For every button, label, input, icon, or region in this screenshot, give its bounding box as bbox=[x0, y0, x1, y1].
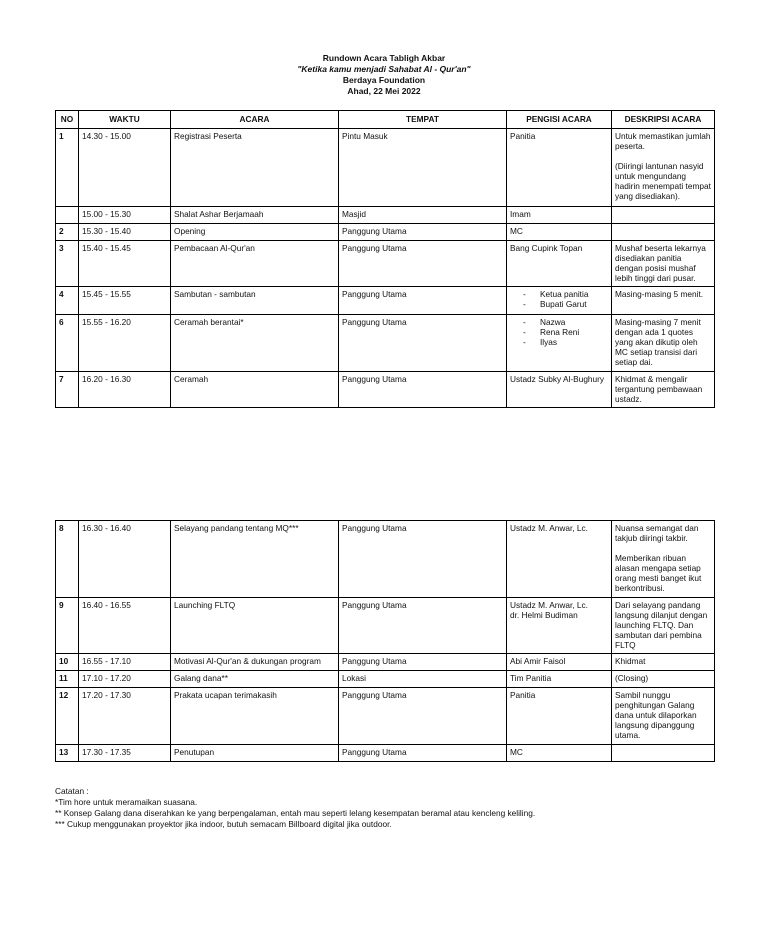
table-row bbox=[56, 372, 715, 408]
row-time: 14.30 - 15.00 bbox=[79, 129, 171, 207]
row-time: 16.20 - 16.30 bbox=[79, 372, 171, 408]
column-header-waktu: WAKTU bbox=[79, 111, 171, 129]
description-note: (Diiringi lantunan nasyid untuk mengundang hadirin menempati tempat yang disediakan). bbox=[615, 161, 711, 201]
notes-section bbox=[55, 786, 535, 830]
table-row bbox=[56, 598, 715, 654]
row-speaker bbox=[507, 315, 612, 372]
column-header-pengisi: PENGISI ACARA bbox=[507, 111, 612, 129]
row-place: Panggung Utama bbox=[339, 745, 507, 762]
row-time: 15.40 - 15.45 bbox=[79, 241, 171, 287]
note-item: *** Cukup menggunakan proyektor jika indoor, butuh semacam Billboard digital jika outdoor. bbox=[55, 819, 392, 829]
column-header-tempat: TEMPAT bbox=[339, 111, 507, 129]
row-number: 9 bbox=[56, 598, 79, 654]
row-number: 11 bbox=[56, 671, 79, 688]
row-place: Panggung Utama bbox=[339, 598, 507, 654]
row-description: Mushaf beserta lekarnya disediakan panitia dengan posisi mushaf lebih tinggi dari pusar. bbox=[612, 241, 715, 287]
speaker-list bbox=[510, 289, 608, 309]
row-time: 17.20 - 17.30 bbox=[79, 688, 171, 745]
table-row bbox=[56, 315, 715, 372]
row-number: 12 bbox=[56, 688, 79, 745]
row-place: Masjid bbox=[339, 207, 507, 224]
row-activity: Ceramah berantai* bbox=[171, 315, 339, 372]
row-number: 7 bbox=[56, 372, 79, 408]
row-description: Khidmat bbox=[612, 654, 715, 671]
table-row bbox=[56, 745, 715, 762]
row-number: 3 bbox=[56, 241, 79, 287]
description-text: Nuansa semangat dan takjub diiringi takbir. bbox=[615, 523, 699, 543]
row-description: (Closing) bbox=[612, 671, 715, 688]
row-description bbox=[612, 521, 715, 598]
row-place: Lokasi bbox=[339, 671, 507, 688]
description-note: Memberikan ribuan alasan mengapa setiap orang mesti banget ikut berkontribusi. bbox=[615, 553, 702, 593]
row-number: 4 bbox=[56, 287, 79, 315]
row-place: Panggung Utama bbox=[339, 241, 507, 287]
row-speaker: MC bbox=[507, 745, 612, 762]
document-subtitle: "Ketika kamu menjadi Sahabat Al - Qur'an" bbox=[297, 64, 471, 74]
row-time: 15.55 - 16.20 bbox=[79, 315, 171, 372]
column-header-acara: ACARA bbox=[171, 111, 339, 129]
rundown-table-1 bbox=[55, 110, 715, 408]
document-header bbox=[0, 53, 768, 97]
row-speaker: MC bbox=[507, 224, 612, 241]
row-description bbox=[612, 207, 715, 224]
row-number: 13 bbox=[56, 745, 79, 762]
row-description: Khidmat & mengalir tergantung pembawaan ustadz. bbox=[612, 372, 715, 408]
row-description: Dari selayang pandang langsung dilanjut dengan launching FLTQ. Dan sambutan dari pembina FLTQ bbox=[612, 598, 715, 654]
row-activity: Prakata ucapan terimakasih bbox=[171, 688, 339, 745]
row-place: Panggung Utama bbox=[339, 372, 507, 408]
row-time: 15.45 - 15.55 bbox=[79, 287, 171, 315]
row-activity: Sambutan - sambutan bbox=[171, 287, 339, 315]
row-description bbox=[612, 224, 715, 241]
row-activity: Pembacaan Al-Qur'an bbox=[171, 241, 339, 287]
note-item: ** Konsep Galang dana diserahkan ke yang berpengalaman, entah mau seperti lelang kesempatan beramal atau kencleng keliling. bbox=[55, 808, 536, 818]
row-description bbox=[612, 745, 715, 762]
row-speaker bbox=[507, 598, 612, 654]
event-date: Ahad, 22 Mei 2022 bbox=[347, 86, 421, 96]
list-item: - Ketua panitia bbox=[523, 289, 608, 299]
row-time: 17.30 - 17.35 bbox=[79, 745, 171, 762]
list-item: - Bupati Garut bbox=[523, 299, 608, 309]
row-description: Sambil nunggu penghitungan Galang dana untuk dilaporkan langsung dipanggung utama. bbox=[612, 688, 715, 745]
table-row bbox=[56, 521, 715, 598]
row-activity: Galang dana** bbox=[171, 671, 339, 688]
row-speaker: Ustadz Subky Al-Bughury bbox=[507, 372, 612, 408]
row-speaker: Abi Amir Faisol bbox=[507, 654, 612, 671]
row-speaker: Imam bbox=[507, 207, 612, 224]
row-number: 1 bbox=[56, 129, 79, 207]
row-speaker: Tim Panitia bbox=[507, 671, 612, 688]
row-activity: Motivasi Al-Qur'an & dukungan program bbox=[171, 654, 339, 671]
row-number bbox=[56, 207, 79, 224]
description-text: Untuk memastikan jumlah peserta. bbox=[615, 131, 711, 151]
row-number: 6 bbox=[56, 315, 79, 372]
row-speaker: Ustadz M. Anwar, Lc. bbox=[507, 521, 612, 598]
list-item: - Rena Reni bbox=[523, 327, 608, 337]
row-number: 8 bbox=[56, 521, 79, 598]
table-row bbox=[56, 654, 715, 671]
rundown-table-2 bbox=[55, 520, 715, 762]
row-speaker: Bang Cupink Topan bbox=[507, 241, 612, 287]
speaker-list bbox=[510, 317, 608, 347]
row-activity: Launching FLTQ bbox=[171, 598, 339, 654]
table-row bbox=[56, 287, 715, 315]
row-place: Panggung Utama bbox=[339, 315, 507, 372]
organization-name: Berdaya Foundation bbox=[342, 75, 426, 85]
row-activity: Selayang pandang tentang MQ*** bbox=[171, 521, 339, 598]
column-header-no: NO bbox=[56, 111, 79, 129]
row-time: 16.55 - 17.10 bbox=[79, 654, 171, 671]
row-place: Panggung Utama bbox=[339, 521, 507, 598]
table-row bbox=[56, 671, 715, 688]
row-time: 16.40 - 16.55 bbox=[79, 598, 171, 654]
table-row bbox=[56, 688, 715, 745]
row-speaker bbox=[507, 287, 612, 315]
row-number: 10 bbox=[56, 654, 79, 671]
table-row bbox=[56, 224, 715, 241]
row-description: Masing-masing 5 menit. bbox=[612, 287, 715, 315]
table-row bbox=[56, 207, 715, 224]
row-time: 15.00 - 15.30 bbox=[79, 207, 171, 224]
row-activity: Penutupan bbox=[171, 745, 339, 762]
row-activity: Shalat Ashar Berjamaah bbox=[171, 207, 339, 224]
row-number: 2 bbox=[56, 224, 79, 241]
row-place: Panggung Utama bbox=[339, 224, 507, 241]
row-time: 16.30 - 16.40 bbox=[79, 521, 171, 598]
row-place: Panggung Utama bbox=[339, 287, 507, 315]
row-speaker: Panitia bbox=[507, 688, 612, 745]
row-description: Masing-masing 7 menit dengan ada 1 quotes yang akan dikutip oleh MC setiap transisi dari setiap dai. bbox=[612, 315, 715, 372]
row-activity: Ceramah bbox=[171, 372, 339, 408]
table-row bbox=[56, 129, 715, 207]
table-row bbox=[56, 241, 715, 287]
notes-heading: Catatan : bbox=[55, 786, 89, 796]
row-activity: Registrasi Peserta bbox=[171, 129, 339, 207]
list-item: - Ilyas bbox=[523, 337, 608, 347]
list-item: - Nazwa bbox=[523, 317, 608, 327]
speaker-name: Ustadz M. Anwar, Lc. bbox=[510, 600, 588, 610]
speaker-name: dr. Helmi Budiman bbox=[510, 610, 578, 620]
column-header-deskripsi: DESKRIPSI ACARA bbox=[612, 111, 715, 129]
row-speaker: Panitia bbox=[507, 129, 612, 207]
row-place: Pintu Masuk bbox=[339, 129, 507, 207]
note-item: *Tim hore untuk meramaikan suasana. bbox=[55, 797, 198, 807]
table-header-row bbox=[56, 111, 715, 129]
row-place: Panggung Utama bbox=[339, 654, 507, 671]
row-place: Panggung Utama bbox=[339, 688, 507, 745]
document-title: Rundown Acara Tabligh Akbar bbox=[322, 53, 446, 63]
row-time: 15.30 - 15.40 bbox=[79, 224, 171, 241]
row-activity: Opening bbox=[171, 224, 339, 241]
row-description bbox=[612, 129, 715, 207]
row-time: 17.10 - 17.20 bbox=[79, 671, 171, 688]
